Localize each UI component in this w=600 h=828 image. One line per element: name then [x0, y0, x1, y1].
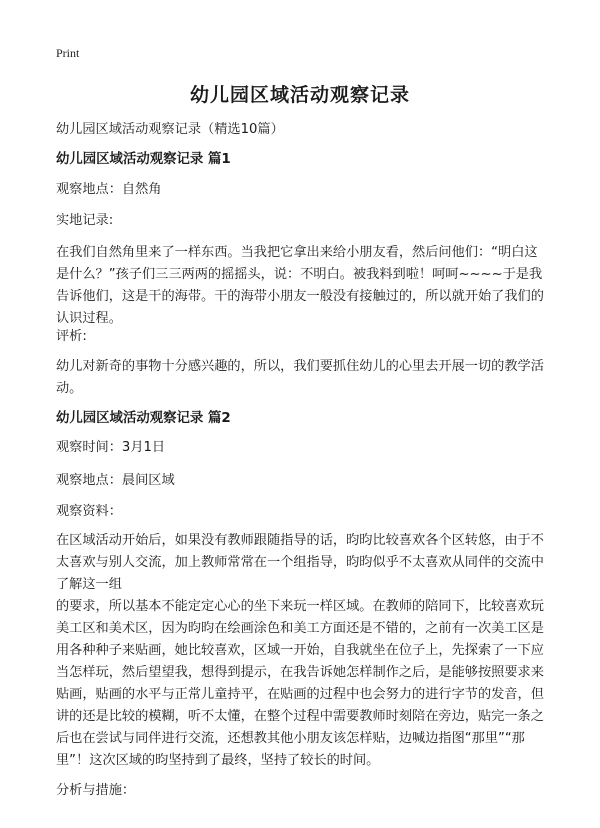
section-2-time: 观察时间：3月1日: [56, 440, 166, 455]
section-2-material-label: 观察资料：: [56, 504, 122, 519]
page-title: 幼儿园区域活动观察记录: [189, 84, 410, 106]
section-2-analysis-label: 分析与措施：: [56, 783, 136, 798]
section-2-material-text-1: 在区域活动开始后，如果没有教师跟随指导的话，昀昀比较喜欢各个区转悠，由于不太喜欢与别人交流，加上教师常常在一个组指导，昀昀似乎不太喜欢从同伴的交流中了解这一组: [56, 533, 544, 592]
section-2-heading: 幼儿园区域活动观察记录 篇2: [56, 411, 231, 426]
section-1-comment-label: 评析:: [56, 329, 87, 344]
section-1-heading: 幼儿园区域活动观察记录 篇1: [56, 152, 231, 167]
section-1-place: 观察地点：自然角: [56, 182, 162, 197]
section-1-record-text: 在我们自然角里来了一样东西。当我把它拿出来给小朋友看，然后问他们：“明白这是什么？”孩子们三三两两的摇摇头，说：不明白。被我料到啦！呵呵~~~~于是我告诉他们，这是干的海带。干的海带小朋友一般没有接触过的，所以就开始了我们的认识过程。: [56, 245, 544, 326]
section-1-comment-text: 幼儿对新奇的事物十分感兴趣的，所以，我们要抓住幼儿的心里去开展一切的教学活动。: [56, 359, 544, 396]
section-2-material-text-2: 的要求，所以基本不能定定心心的坐下来玩一样区域。在教师的陪同下，比较喜欢玩美工区和美术区，因为昀昀在绘画涂色和美工方面还是不错的，之前有一次美工区是用各种种子来贴画，她比较喜欢，区域一开始，自我就坐在位子上，先探索了一下应当怎样玩，然后望望我，想得到提示，在我告诉她怎样制作之后，是能够按照要求来贴画，贴画的水平与正常儿童持平，在贴画的过程中也会努力的进行字节的发音，但讲的还是比较的模糊，听不太懂，在整个过程中需要教师时刻陪在旁边，贴完一条之后也在尝试与同伴进行交流，还想教其他小朋友该怎样贴，边喊边指图“那里”“那里”！这次区域的昀坚持到了最终，坚持了较长的时间。: [56, 599, 544, 768]
section-2-place: 观察地点：晨间区域: [56, 473, 175, 488]
subtitle: 幼儿园区域活动观察记录（精选10篇）: [56, 122, 284, 137]
section-1-record-label: 实地记录:: [56, 213, 114, 228]
print-link[interactable]: Print: [56, 46, 80, 60]
